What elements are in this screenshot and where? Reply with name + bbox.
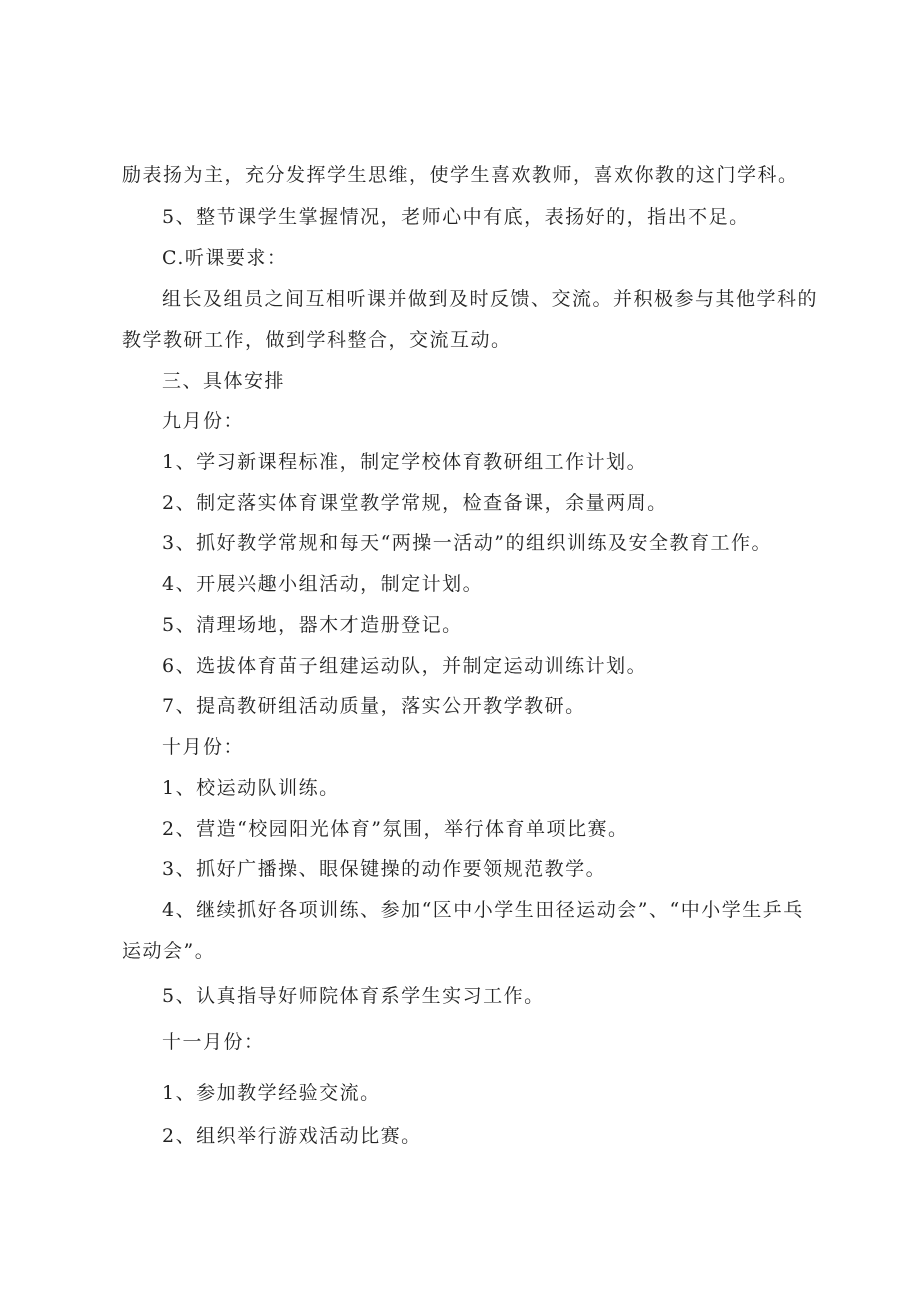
section-heading: 三、具体安排 <box>162 370 286 392</box>
list-item: 7、提高教研组活动质量，落实公开教学教研。 <box>162 695 586 717</box>
paragraph-continuation: 励表扬为主，充分发挥学生思维，使学生喜欢教师，喜欢你教的这门学科。 <box>122 164 799 186</box>
list-item: 2、组织举行游戏活动比赛。 <box>162 1125 422 1147</box>
month-heading: 九月份： <box>162 410 245 432</box>
section-heading: C.听课要求： <box>162 247 288 269</box>
list-item: 1、校运动队训练。 <box>162 777 340 799</box>
list-item: 5、清理场地，器木才造册登记。 <box>162 614 463 636</box>
list-item: 3、抓好教学常规和每天“两操一活动”的组织训练及安全教育工作。 <box>162 532 773 554</box>
list-item: 1、参加教学经验交流。 <box>162 1082 381 1104</box>
list-item: 2、制定落实体育课堂教学常规，检查备课，余量两周。 <box>162 492 668 514</box>
list-item: 5、整节课学生掌握情况，老师心中有底，表扬好的，指出不足。 <box>162 206 750 228</box>
list-item-continuation: 运动会”。 <box>122 940 216 962</box>
list-item: 6、选拔体育苗子组建运动队，并制定运动训练计划。 <box>162 655 648 677</box>
list-item: 3、抓好广播操、眼保键操的动作要领规范教学。 <box>162 858 607 880</box>
month-heading: 十一月份： <box>162 1031 265 1053</box>
paragraph: 组长及组员之间互相听课并做到及时反馈、交流。并积极参与其他学科的 <box>162 288 819 310</box>
list-item: 4、继续抓好各项训练、参加“区中小学生田径运动会”、“中小学生乒乓 <box>162 899 804 921</box>
paragraph-continuation: 教学教研工作，做到学科整合，交流互动。 <box>122 329 512 351</box>
list-item: 5、认真指导好师院体育系学生实习工作。 <box>162 985 545 1007</box>
list-item: 2、营造“校园阳光体育”氛围，举行体育单项比赛。 <box>162 818 629 840</box>
list-item: 1、学习新课程标准，制定学校体育教研组工作计划。 <box>162 451 648 473</box>
list-item: 4、开展兴趣小组活动，制定计划。 <box>162 573 484 595</box>
month-heading: 十月份： <box>162 736 245 758</box>
